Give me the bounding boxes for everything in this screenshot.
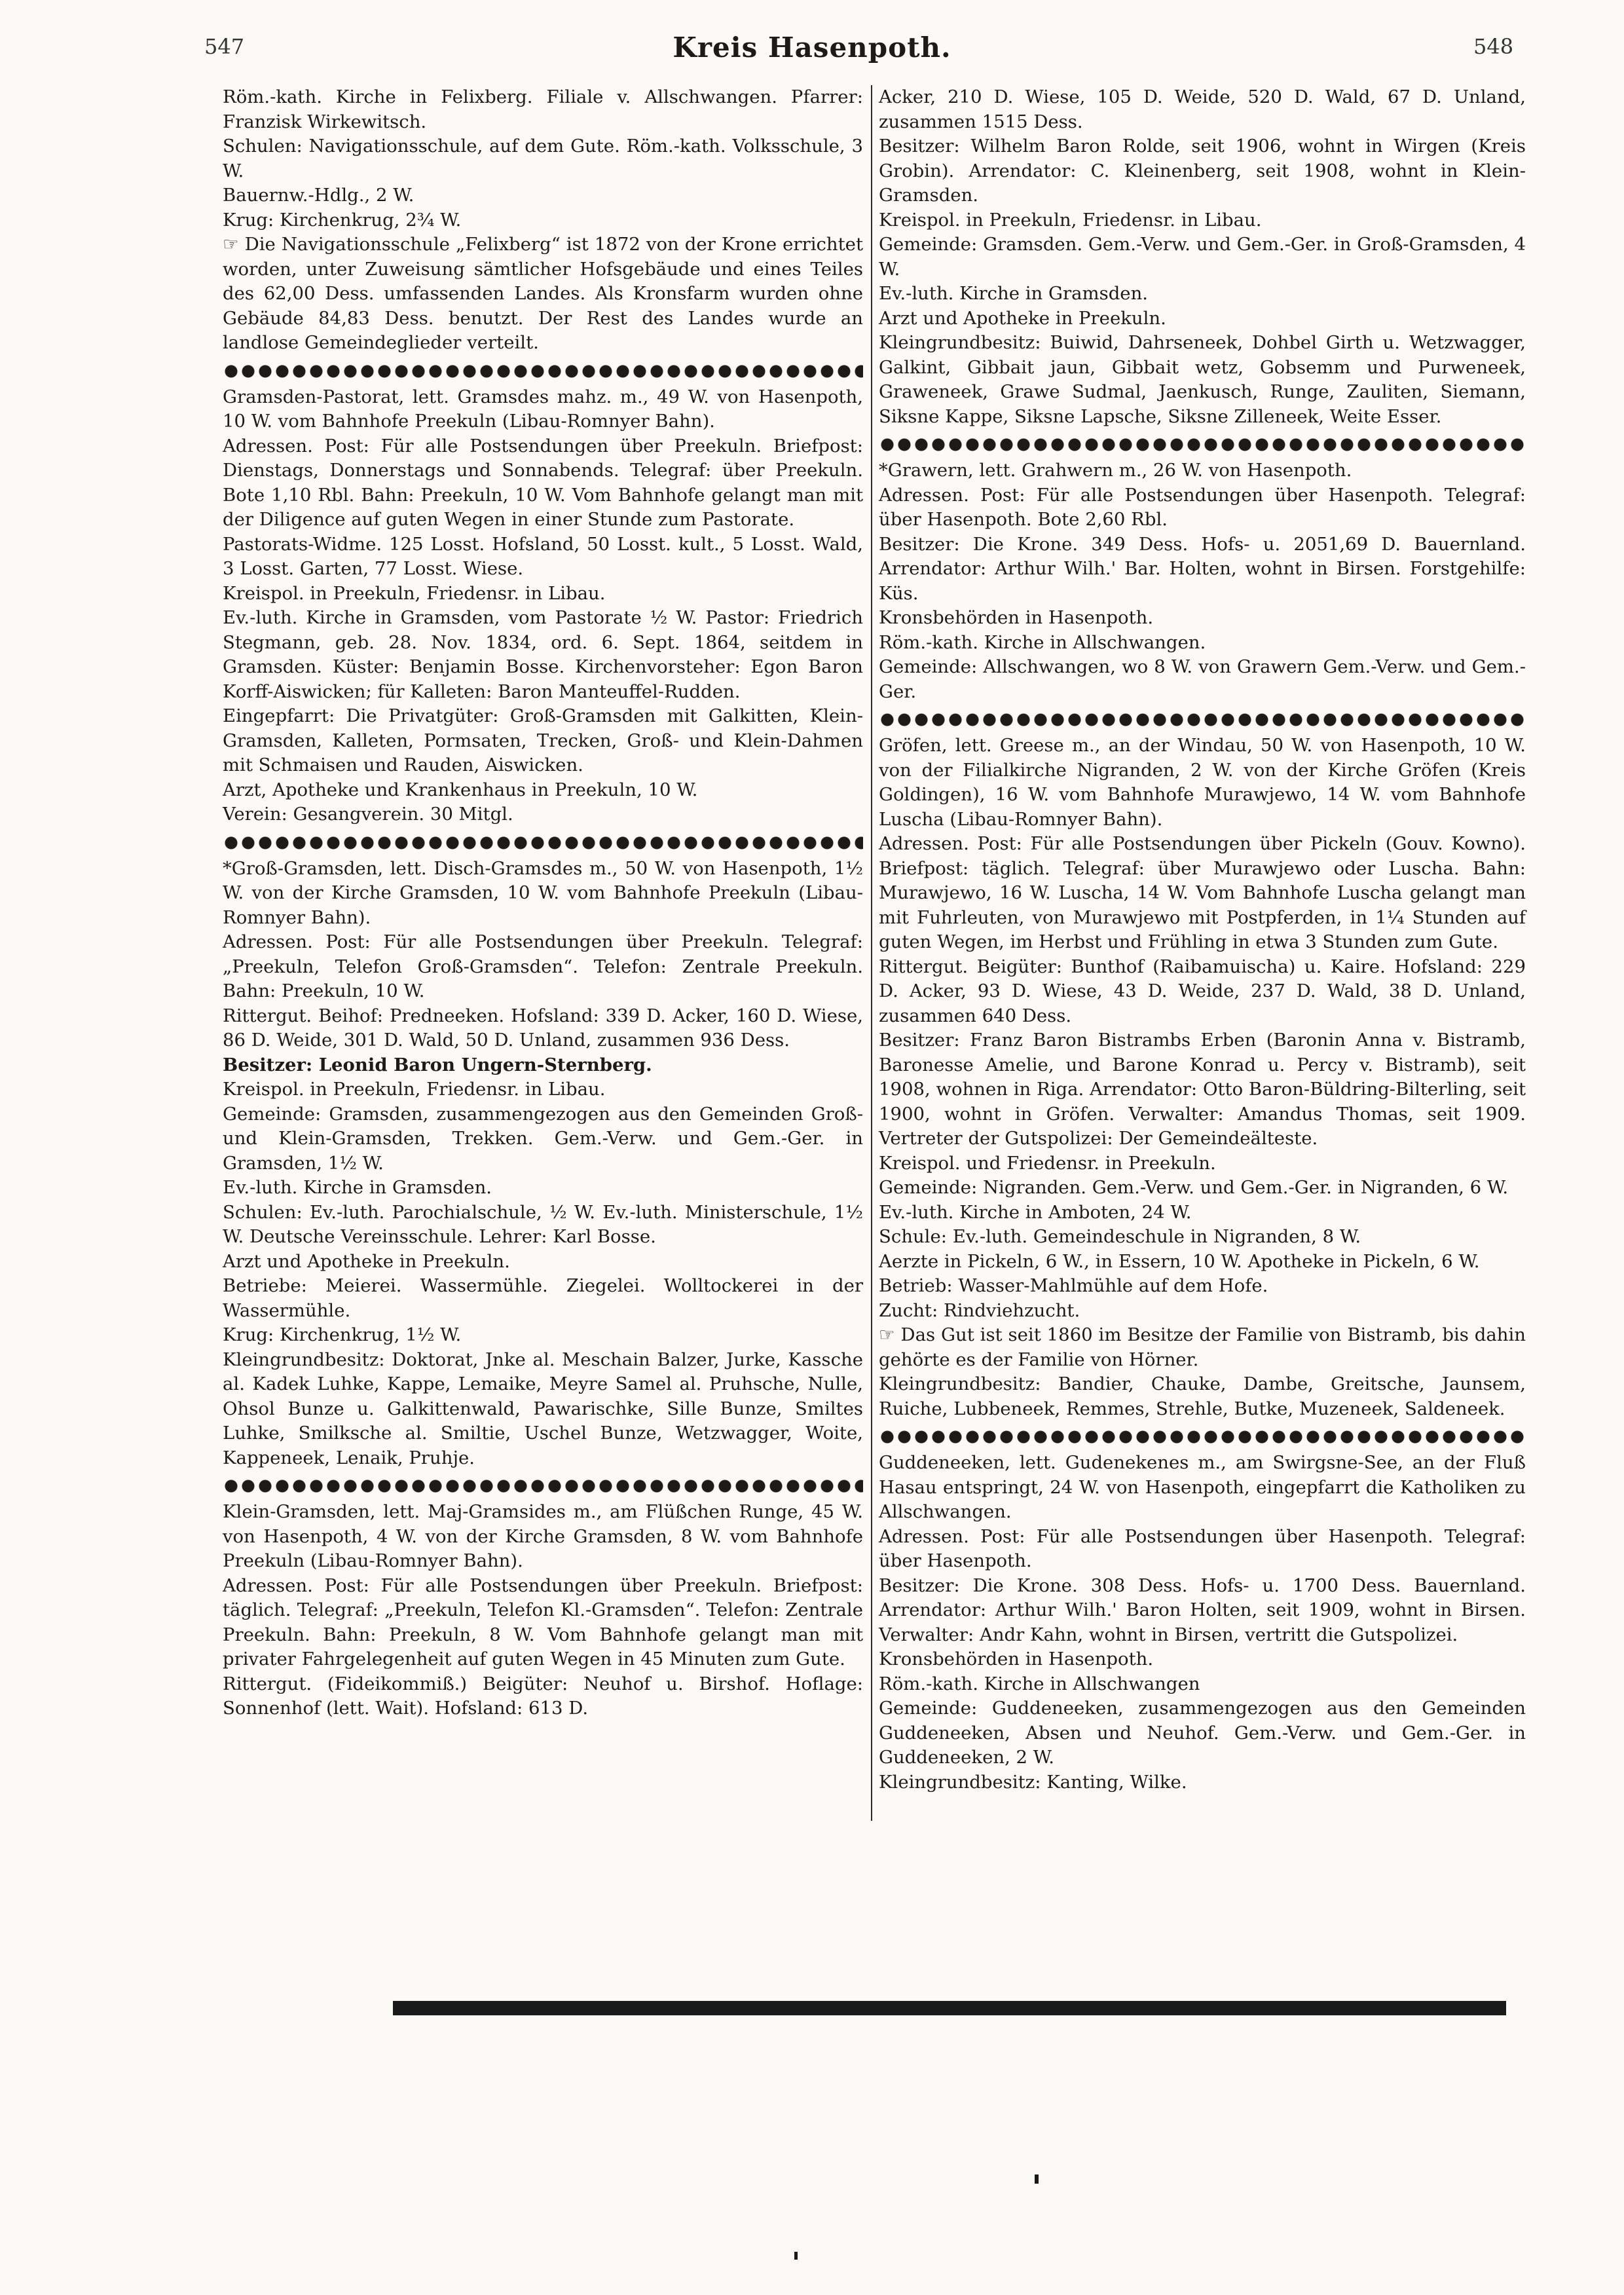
paragraph: Röm.-kath. Kirche in Allschwangen. <box>879 631 1206 653</box>
paragraph: Zucht: Rindviehzucht. <box>879 1299 1080 1321</box>
paragraph: Schulen: Ev.-luth. Parochialschule, ½ W. Ev.-luth. Ministerschule, 1½ W. Deutsche Vereinsschule. Lehrer: Karl Bosse. <box>223 1201 863 1247</box>
entry-heading: Klein-Gramsden, lett. Maj-Gramsides m., am Flüßchen Runge, 45 W. von Hasenpoth, 4 W. von der Kirche Gramsden, 8 W. vom Bahnhofe Preekuln (Libau-Romnyer Bahn). <box>223 1501 863 1571</box>
paragraph: Rittergut. Beihof: Predneeken. Hofsland: 339 D. Acker, 160 D. Wiese, 86 D. Weide, 301 D. Wald, 50 D. Unland, zusammen 936 Dess. <box>223 1005 863 1051</box>
paragraph: ☞ Das Gut ist seit 1860 im Besitze der Familie von Bistramb, bis dahin gehörte es der Familie von Hörner. <box>879 1324 1526 1370</box>
entry-heading: Gröfen, lett. Greese m., an der Windau, 50 W. von Hasenpoth, 10 W. von der Filialkirche Nigranden, 2 W. von der Kirche Gröfen (Kreis Goldingen), 16 W. vom Bahnhofe Murawjewo, 14 W. vom Bahnhofe Luscha (Libau-Romnyer Bahn). <box>879 735 1526 830</box>
paragraph: Verein: Gesangverein. 30 Mitgl. <box>223 804 513 825</box>
paragraph: Röm.-kath. Kirche in Allschwangen <box>879 1673 1200 1694</box>
ornament-divider <box>879 1426 1526 1448</box>
paragraph: Arzt und Apotheke in Preekuln. <box>223 1250 510 1272</box>
paragraph: Adressen. Post: Für alle Postsendungen über Hasenpoth. Telegraf: über Hasenpoth. <box>879 1525 1526 1571</box>
ornament-divider <box>223 360 863 382</box>
paragraph: Besitzer: Die Krone. 308 Dess. Hofs- u. 1700 Dess. Bauernland. Arrendator: Arthur Wilh.' Baron Holten, seit 1909, wohnt in Birsen. Verwalter: Andr Kahn, wohnt in Birsen, vertritt die Gutspolizei. <box>879 1575 1526 1645</box>
paragraph: Besitzer: Wilhelm Baron Rolde, seit 1906, wohnt in Wirgen (Kreis Grobin). Arrendator: C. Kleinenberg, seit 1908, wohnt in Klein-Gramsden. <box>879 136 1526 206</box>
column-divider <box>871 85 872 1821</box>
ornament-divider <box>223 1475 863 1497</box>
paragraph: Ev.-luth. Kirche in Amboten, 24 W. <box>879 1201 1192 1223</box>
paragraph: Röm.-kath. Kirche in Felixberg. Filiale v. Allschwangen. Pfarrer: Franzisk Wirkewitsch. <box>223 86 863 132</box>
paragraph: Gemeinde: Nigranden. Gem.-Verw. und Gem.-Ger. in Nigranden, 6 W. <box>879 1177 1509 1198</box>
paragraph: Acker, 210 D. Wiese, 105 D. Weide, 520 D. Wald, 67 D. Unland, zusammen 1515 Dess. <box>879 86 1526 132</box>
paragraph: Gemeinde: Gramsden. Gem.-Verw. und Gem.-Ger. in Groß-Gramsden, 4 W. <box>879 234 1526 280</box>
paragraph: Aerzte in Pickeln, 6 W., in Essern, 10 W. Apotheke in Pickeln, 6 W. <box>879 1250 1480 1272</box>
paragraph: Ev.-luth. Kirche in Gramsden. <box>879 283 1149 304</box>
paragraph: Adressen. Post: Für alle Postsendungen über Hasenpoth. Telegraf: über Hasenpoth. Bote 2,60 Rbl. <box>879 484 1526 530</box>
ornament-divider <box>223 832 863 854</box>
paragraph: Ev.-luth. Kirche in Gramsden. <box>223 1177 492 1198</box>
paragraph: Schulen: Navigationsschule, auf dem Gute. Röm.-kath. Volksschule, 3 W. <box>223 136 863 181</box>
entry-heading: *Groß-Gramsden, lett. Disch-Gramsdes m., 50 W. von Hasenpoth, 1½ W. von der Kirche Gramsden, 10 W. vom Bahnhofe Preekuln (Libau-Romnyer Bahn). <box>223 857 863 928</box>
left-column <box>223 85 863 1721</box>
paragraph: Kronsbehörden in Hasenpoth. <box>879 607 1154 628</box>
entry-heading: Gramsden-Pastorat, lett. Gramsdes mahz. m., 49 W. von Hasenpoth, 10 W. vom Bahnhofe Preekuln (Libau-Romnyer Bahn). <box>223 386 863 432</box>
paragraph: Kleingrundbesitz: Bandier, Chauke, Dambe, Greitsche, Jaunsem, Ruiche, Lubbeneek, Remmes, Strehle, Butke, Muzeneek, Saldeneek. <box>879 1373 1526 1419</box>
scan-artifact-mark <box>794 2252 798 2260</box>
page-number-left: 547 <box>204 34 245 59</box>
paragraph: Rittergut. Beigüter: Bunthof (Raibamuischa) u. Kaire. Hofsland: 229 D. Acker, 93 D. Wiese, 43 D. Weide, 237 D. Wald, 38 D. Unland, zusammen 640 Dess. <box>879 956 1526 1026</box>
paragraph: ☞ Die Navigationsschule „Felixberg“ ist 1872 von der Krone errichtet worden, unter Zuweisung sämtlicher Hofsgebäude und eines Teiles des 62,00 Dess. umfassenden Landes. Als Kronsfarm wurden ohne Gebäude 84,83 Dess. benutzt. Der Rest des Landes wurde an landlose Gemeindeglieder verteilt. <box>223 234 863 353</box>
page-number-right: 548 <box>1473 34 1514 59</box>
paragraph: Kleingrundbesitz: Buiwid, Dahrseneek, Dohbel Girth u. Wetzwagger, Galkint, Gibbait jaun, Gibbait wetz, Gobsemm und Purweneek, Graweneek, Grawe Sudmal, Jaenkusch, Runge, Zauliten, Siemann, Siksne Kappe, Siksne Lapsche, Siksne Zilleneek, Weite Esser. <box>879 332 1526 427</box>
ornament-divider <box>879 434 1526 456</box>
paragraph: Besitzer: Die Krone. 349 Dess. Hofs- u. 2051,69 D. Bauernland. Arrendator: Arthur Wilh.' Bar. Holten, wohnt in Birsen. Forstgehilfe: Küs. <box>879 533 1526 604</box>
paragraph: Kleingrundbesitz: Doktorat, Jnke al. Meschain Balzer, Jurke, Kassche al. Kadek Luhke, Kappe, Lemaike, Meyre Samel al. Pruhsche, Nulle, Ohsol Bunze u. Galkittenwald, Pawarischke, Sille Bunze, Smiltes Luhke, Smilksche al. Smiltie, Uschel Bunze, Wetzwagger, Woite, Kappeneek, Lenaik, Pruhje. <box>223 1349 863 1468</box>
paragraph: Kreispol. in Preekuln, Friedensr. in Libau. <box>879 209 1262 231</box>
paragraph: Krug: Kirchenkrug, 1½ W. <box>223 1324 462 1345</box>
paragraph: Gemeinde: Gramsden, zusammengezogen aus den Gemeinden Groß- und Klein-Gramsden, Trekken. Gem.-Verw. und Gem.-Ger. in Gramsden, 1½ W. <box>223 1103 863 1174</box>
paragraph: Bauernw.-Hdlg., 2 W. <box>223 185 415 206</box>
paragraph: Kreispol. in Preekuln, Friedensr. in Libau. <box>223 1079 606 1100</box>
paragraph: Pastorats-Widme. 125 Losst. Hofsland, 50 Losst. kult., 5 Losst. Wald, 3 Losst. Garten, 77 Losst. Wiese. <box>223 533 863 579</box>
paragraph: Kreispol. in Preekuln, Friedensr. in Libau. <box>223 582 606 604</box>
entry-heading: *Grawern, lett. Grahwern m., 26 W. von Hasenpoth. <box>879 460 1352 481</box>
paragraph: Adressen. Post: Für alle Postsendungen über Preekuln. Telegraf: „Preekuln, Telefon Groß-Gramsden“. Telefon: Zentrale Preekuln. Bahn: Preekuln, 10 W. <box>223 931 863 1001</box>
paragraph: Betriebe: Meierei. Wassermühle. Ziegelei. Wolltockerei in der Wassermühle. <box>223 1275 863 1321</box>
paragraph: Besitzer: Franz Baron Bistrambs Erben (Baronin Anna v. Bistramb, Baronesse Amelie, und Barone Konrad u. Percy v. Bistramb), seit 1908, wohnen in Riga. Arrendator: Otto Baron-Büldring-Bilterling, seit 1900, wohnt in Gröfen. Verwalter: Amandus Thomas, seit 1909. Vertreter der Gutspolizei: Der Gemeindeälteste. <box>879 1030 1526 1149</box>
entry-heading: Guddeneeken, lett. Gudenekenes m., am Swirgsne-See, an der Fluß Hasau entspringt, 24 W. von Hasenpoth, eingepfarrt die Katholiken zu Allschwangen. <box>879 1452 1526 1522</box>
scan-artifact-mark <box>1035 2174 1039 2184</box>
paragraph: Arzt und Apotheke in Preekuln. <box>879 307 1166 329</box>
paragraph: Adressen. Post: Für alle Postsendungen über Preekuln. Briefpost: täglich. Telegraf: „Preekuln, Telefon Kl.-Gramsden“. Telefon: Zentrale Preekuln. Bahn: Preekuln, 8 W. Vom Bahnhofe gelangt man mit privater Fahrgelegenheit auf guten Wegen in 45 Minuten zum Gute. <box>223 1575 863 1670</box>
paragraph: Kreispol. und Friedensr. in Preekuln. <box>879 1152 1216 1174</box>
paragraph: Ev.-luth. Kirche in Gramsden, vom Pastorate ½ W. Pastor: Friedrich Stegmann, geb. 28. Nov. 1834, ord. 6. Sept. 1864, seitdem in Gramsden. Küster: Benjamin Bosse. Kirchenvorsteher: Egon Baron Korff-Aiswicken; für Kalleten: Baron Manteuffel-Rudden. <box>223 607 863 702</box>
paragraph: Rittergut. (Fideikommiß.) Beigüter: Neuhof u. Birshof. Hoflage: Sonnenhof (lett. Wait). Hofsland: 613 D. <box>223 1673 863 1719</box>
paragraph: Schule: Ev.-luth. Gemeindeschule in Nigranden, 8 W. <box>879 1226 1361 1247</box>
paragraph: Kronsbehörden in Hasenpoth. <box>879 1649 1154 1670</box>
paragraph: Adressen. Post: Für alle Postsendungen über Preekuln. Briefpost: Dienstags, Donnerstags und Sonnabends. Telegraf: über Preekuln. Bote 1,10 Rbl. Bahn: Preekuln, 10 W. Vom Bahnhofe gelangt man mit der Diligence auf guten Wegen in einer Stunde zum Pastorate. <box>223 435 863 530</box>
paragraph: Eingepfarrt: Die Privatgüter: Groß-Gramsden mit Galkitten, Klein-Gramsden, Kalleten, Pormsaten, Trecken, Groß- und Klein-Dahmen mit Schmaisen und Rauden, Aiswicken. <box>223 705 863 775</box>
right-column <box>879 85 1526 1795</box>
paragraph: Betrieb: Wasser-Mahlmühle auf dem Hofe. <box>879 1275 1268 1296</box>
paragraph: Adressen. Post: Für alle Postsendungen über Pickeln (Gouv. Kowno). Briefpost: täglich. Telegraf: über Murawjewo oder Luscha. Bahn: Murawjewo, 16 W. Luscha, 14 W. Vom Bahnhofe Luscha gelangt man mit Fuhrleuten, von Murawjewo mit Postpferden, in 1¼ Stunden auf guten Wegen, im Herbst und Frühling in etwa 3 Stunden zum Gute. <box>879 833 1526 952</box>
ornament-divider <box>879 709 1526 731</box>
scan-artifact-line <box>393 2001 1506 2015</box>
paragraph: Gemeinde: Guddeneeken, zusammengezogen aus den Gemeinden Guddeneeken, Absen und Neuhof. Gem.-Verw. und Gem.-Ger. in Guddeneeken, 2 W. <box>879 1698 1526 1768</box>
owner-line: Besitzer: Leonid Baron Ungern-Sternberg. <box>223 1054 652 1075</box>
paragraph: Arzt, Apotheke und Krankenhaus in Preekuln, 10 W. <box>223 779 698 800</box>
paragraph: Krug: Kirchenkrug, 2¾ W. <box>223 209 462 231</box>
page-title: Kreis Hasenpoth. <box>673 31 951 64</box>
paragraph: Kleingrundbesitz: Kanting, Wilke. <box>879 1771 1187 1793</box>
paragraph: Gemeinde: Allschwangen, wo 8 W. von Grawern Gem.-Verw. und Gem.-Ger. <box>879 656 1526 702</box>
